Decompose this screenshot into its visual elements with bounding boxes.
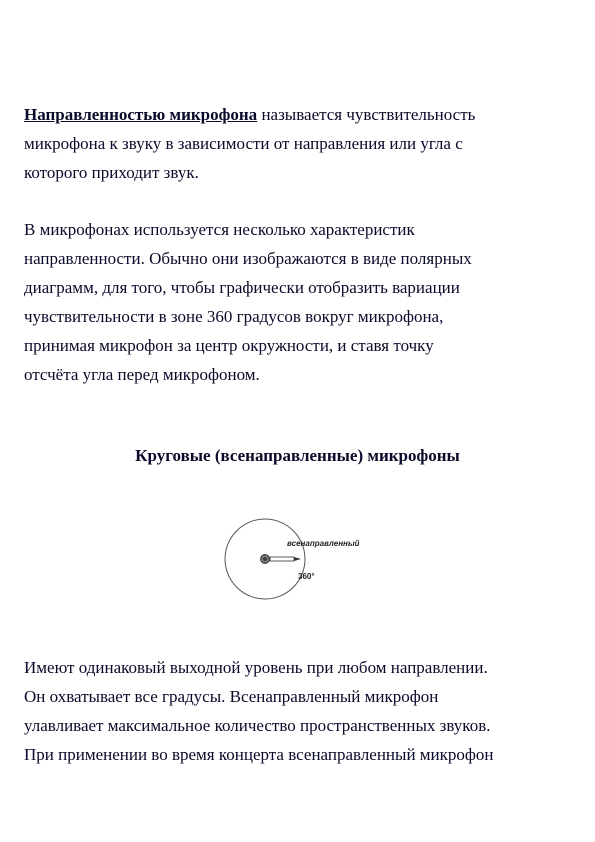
intro-paragraph <box>24 100 584 187</box>
intro-line-2: микрофона к звуку в зависимости от направления или угла с <box>24 134 463 153</box>
paragraph-line: Имеют одинаковый выходной уровень при любом направлении. <box>24 658 488 677</box>
directivity-paragraph <box>24 215 584 389</box>
pattern-label: всенаправленный <box>287 539 360 548</box>
paragraph-line: чувствительности в зоне 360 градусов вокруг микрофона, <box>24 307 444 326</box>
defined-term: Направленностью микрофона <box>24 105 258 124</box>
paragraph-line: В микрофонах используется несколько характеристик <box>24 220 415 239</box>
paragraph-line: При применении во время концерта всенаправленный микрофон <box>24 745 494 764</box>
paragraph-line: улавливает максимальное количество пространственных звуков. <box>24 716 491 735</box>
paragraph-line: направленности. Обычно они изображаются в виде полярных <box>24 249 472 268</box>
paragraph-line: принимая микрофон за центр окружности, и ставя точку <box>24 336 434 355</box>
angle-label: 360° <box>298 572 315 581</box>
intro-line-1 <box>24 100 584 129</box>
intro-line-1-rest: называется чувствительность <box>257 105 476 124</box>
section-heading: Круговые (всенаправленные) микрофоны <box>135 446 460 465</box>
omni-description-paragraph <box>24 653 584 769</box>
paragraph-line: Он охватывает все градусы. Всенаправленный микрофон <box>24 687 439 706</box>
paragraph-line: диаграмм, для того, чтобы графически отобразить вариации <box>24 278 460 297</box>
intro-line-3: которого приходит звук. <box>24 163 199 182</box>
microphone-icon <box>260 554 301 564</box>
omnidirectional-polar-diagram <box>215 505 395 617</box>
paragraph-line: отсчёта угла перед микрофоном. <box>24 365 260 384</box>
